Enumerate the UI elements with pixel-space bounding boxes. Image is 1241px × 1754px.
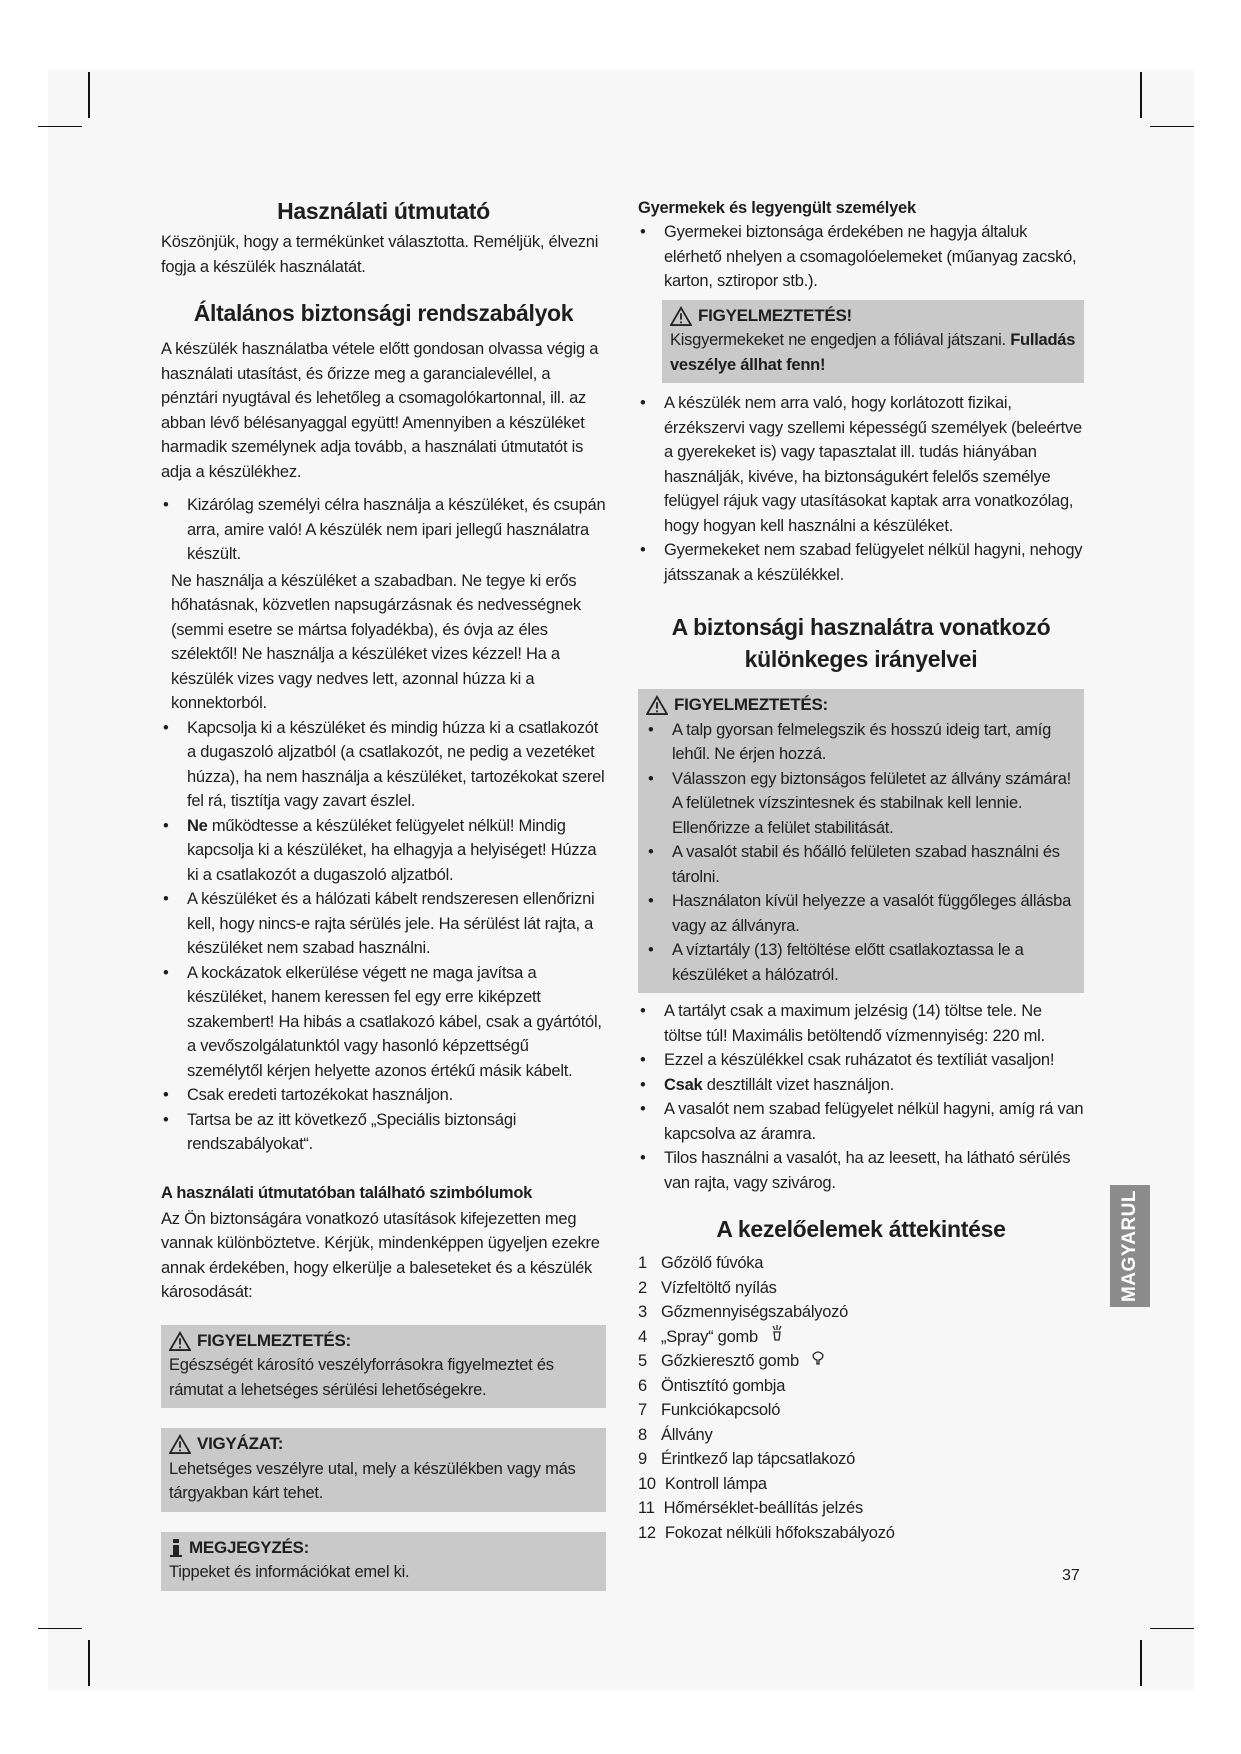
controls-heading: A kezelőelemek áttekintése bbox=[716, 1216, 1006, 1242]
note-title-row bbox=[169, 1536, 598, 1561]
list-item: • Csak eredeti tartozékokat használjon. bbox=[161, 1083, 606, 1108]
list-item: • Tartsa be az itt következő „Speciális biztonsági rendszabályokat“. bbox=[161, 1108, 606, 1157]
list-item bbox=[638, 1300, 1084, 1325]
item-number: 9 bbox=[638, 1450, 647, 1468]
warning-box bbox=[161, 1325, 606, 1409]
item-label: Érintkező lap tápcsatlakozó bbox=[661, 1450, 856, 1468]
list-item: • Kizárólag személyi célra használja a készüléket, és csupán arra, amire való! A készülék nem ipari jellegű használatra készült. bbox=[161, 493, 606, 567]
crop-mark bbox=[38, 1628, 82, 1629]
list-item bbox=[638, 1325, 1084, 1350]
warning-triangle-icon bbox=[169, 1331, 191, 1351]
spray-icon bbox=[769, 1325, 785, 1341]
crop-mark bbox=[1150, 1628, 1194, 1629]
warning-text: Egészségét károsító veszélyforrásokra figyelmeztet és rámutat a lehetséges sérülési lehetőségekre. bbox=[169, 1356, 554, 1399]
caution-title-row bbox=[169, 1432, 598, 1457]
child-warning-title: FIGYELMEZTETÉS! bbox=[698, 305, 852, 325]
list-item: • Kapcsolja ki a készüléket és mindig húzza ki a csatlakozót a dugaszoló aljzatból (a csatlakozót, ne pedig a vezetéket húzza), ha nem használja a készüléket, tartozékokat szerel fel rá, tisztítja vagy zavart észlel. bbox=[161, 716, 606, 814]
item-number: 4 bbox=[638, 1327, 647, 1346]
caution-text: Lehetséges veszélyre utal, mely a készülékben vagy más tárgyakban kárt tehet. bbox=[169, 1459, 576, 1502]
list-item bbox=[638, 1251, 1084, 1276]
note-text: Tippeket és információkat emel ki. bbox=[169, 1563, 410, 1581]
list-item bbox=[638, 1447, 1084, 1472]
item-label: Állvány bbox=[661, 1425, 713, 1444]
item-number: 7 bbox=[638, 1401, 647, 1419]
list-item bbox=[638, 1073, 1084, 1098]
item-label: Fokozat nélküli hőfokszabályozó bbox=[664, 1523, 895, 1542]
item-number: 8 bbox=[638, 1425, 647, 1444]
warning-title-row bbox=[169, 1329, 598, 1354]
item-label: Kontroll lámpa bbox=[664, 1474, 767, 1493]
item-number: 1 bbox=[638, 1254, 647, 1272]
info-icon bbox=[169, 1538, 183, 1558]
note-box bbox=[161, 1532, 606, 1591]
note-title: MEGJEGYZÉS: bbox=[189, 1537, 310, 1557]
list-item bbox=[638, 1374, 1084, 1399]
crop-mark bbox=[88, 1640, 90, 1686]
list-item: • Válasszon egy biztonságos felületet az állvány számára! A felületnek vízszintesnek és stabilnak kell lennie. Ellenőrizze a felület stabilitását. bbox=[646, 767, 1076, 841]
symbols-text: Az Ön biztonságára vonatkozó utasítások kifejezetten meg vannak különböztetve. Kérjük, mindenképpen ügyeljen ezekre annak érdekében, hogy elkerülje a baleseteket és a készülék károsodását: bbox=[161, 1209, 600, 1301]
crop-mark bbox=[1150, 126, 1194, 127]
children-list-cont bbox=[638, 391, 1084, 587]
list-item-text: desztillált vizet használjon. bbox=[702, 1075, 894, 1094]
item-number: 11 bbox=[638, 1499, 655, 1517]
child-warning-box bbox=[662, 300, 1084, 384]
list-item: • A vasalót stabil és hőálló felületen szabad használni és tárolni. bbox=[646, 840, 1076, 889]
item-label: Funkciókapcsoló bbox=[661, 1401, 781, 1419]
list-item: • A talp gyorsan felmelegszik és hosszú ideig tart, amíg lehűl. Ne érjen hozzá. bbox=[646, 718, 1076, 767]
crop-mark bbox=[1140, 1640, 1142, 1686]
crop-mark bbox=[88, 72, 90, 118]
list-item bbox=[161, 814, 606, 888]
warning-triangle-icon bbox=[646, 695, 668, 715]
caution-box bbox=[161, 1428, 606, 1512]
language-tab-label: MAGYARUL bbox=[1119, 1189, 1140, 1303]
list-item: • A kockázatok elkerülése végett ne maga javítsa a készüléket, hanem keressen fel egy erre kiképzett szakembert! Ha hibás a csatlakozó kábel, csak a gyártótól, a vevőszolgálatunktól vagy hasonló képzettségű személytől kérjen helyette azonos értékű másik kábelt. bbox=[161, 961, 606, 1084]
list-item: • A készülék nem arra való, hogy korlátozott fizikai, érzékszervi vagy szellemi képességű személyek (beleértve a gyerekeket is) vagy tapasztalat ill. tudás hiányában használják, kivéve, ha biztonságukért felelős személye felügyel rájuk vagy utasításokat kaptak arra vonatkozólag, hogy hogyan kell használni a készüléket. bbox=[638, 391, 1084, 538]
warning-title: FIGYELMEZTETÉS: bbox=[197, 1330, 351, 1350]
emphasis: Csak bbox=[664, 1075, 703, 1094]
crop-mark bbox=[38, 126, 82, 127]
outdoor-text: Ne használja a készüléket a szabadban. Ne tegye ki erős hőhatásnak, közvetlen napsugárzásnak és nedvességnek (semmi esetre se mártsa folyadékba), és óvja az éles szélektől! Ne használja a készüléket vizes kézzel! Ha a készülék vizes vagy nedves lett, azonnal húzza ki a konnektorból. bbox=[171, 571, 581, 712]
child-warning-text: Kisgyermekeket ne engedjen a fóliával játszani. bbox=[670, 331, 1011, 349]
intro-text: Köszönjük, hogy a termékünket választotta. Reméljük, élvezni fogja a készülék használatát. bbox=[161, 233, 599, 276]
list-item bbox=[638, 1349, 1084, 1374]
caution-triangle-icon bbox=[169, 1434, 191, 1454]
usage-rules-list bbox=[638, 999, 1084, 1195]
list-item-text: működtesse a készüléket felügyelet nélkül! Mindig kapcsolja ki a készüléket, ha elhagyja a helyiséget! Húzza ki a csatlakozót a dugaszoló aljzatból. bbox=[187, 816, 597, 884]
list-item: • Használaton kívül helyezze a vasalót függőleges állásba vagy az állványra. bbox=[646, 889, 1076, 938]
item-label: Öntisztító gombja bbox=[661, 1376, 786, 1395]
special-safety-heading: A biztonsági hasznalátra vonatkozó különkeges irányelvei bbox=[671, 614, 1051, 672]
item-label: Hőmérséklet-beállítás jelzés bbox=[663, 1499, 863, 1517]
list-item: • A víztartály (13) feltöltése előtt csatlakoztassa le a készüléket a hálózatról. bbox=[646, 938, 1076, 987]
safety-list bbox=[161, 493, 606, 567]
list-item bbox=[638, 1496, 1084, 1521]
children-heading: Gyermekek és legyengült személyek bbox=[638, 199, 916, 217]
item-number: 5 bbox=[638, 1352, 647, 1370]
steam-burst-icon bbox=[810, 1349, 826, 1365]
item-number: 10 bbox=[638, 1474, 656, 1493]
special-warning-list bbox=[646, 718, 1076, 988]
warning-triangle-icon bbox=[670, 306, 692, 326]
list-item bbox=[638, 1423, 1084, 1448]
page-number: 37 bbox=[1062, 1567, 1080, 1584]
list-item bbox=[638, 1472, 1084, 1497]
page-title: Használati útmutató bbox=[277, 198, 490, 224]
outdoor-paragraph bbox=[161, 569, 606, 716]
item-number: 12 bbox=[638, 1523, 656, 1542]
list-item: • A vasalót nem szabad felügyelet nélkül hagyni, amíg rá van kapcsolva az áramra. bbox=[638, 1097, 1084, 1146]
item-number: 6 bbox=[638, 1376, 647, 1395]
caution-title: VIGYÁZAT: bbox=[197, 1434, 284, 1453]
child-warning-title-row bbox=[670, 304, 1076, 329]
list-item: • Gyermekeket nem szabad felügyelet nélkül hagyni, nehogy játsszanak a készülékkel. bbox=[638, 538, 1084, 587]
right-column bbox=[638, 196, 1084, 1545]
item-label: Vízfeltöltő nyílás bbox=[661, 1278, 777, 1297]
list-item bbox=[638, 1521, 1084, 1546]
special-warning-title: FIGYELMEZTETÉS: bbox=[674, 695, 828, 714]
special-warning-title-row bbox=[646, 693, 1076, 718]
left-column bbox=[161, 196, 606, 1591]
item-number: 3 bbox=[638, 1303, 647, 1321]
list-item: • Gyermekei biztonsága érdekében ne hagyja általuk elérhető nhelyen a csomagolóelemeket (műanyag zacskó, karton, sztiropor stb.). bbox=[638, 220, 1084, 294]
special-warning-box bbox=[638, 689, 1084, 993]
crop-mark bbox=[1140, 72, 1142, 118]
safety-heading: Általános biztonsági rendszabályok bbox=[193, 300, 574, 326]
controls-list bbox=[638, 1251, 1084, 1545]
item-label: Gőzmennyiségszabályozó bbox=[661, 1303, 849, 1321]
list-item: • A tartályt csak a maximum jelzésig (14) töltse tele. Ne töltse túl! Maximális betöltendő vízmennyiség: 220 ml. bbox=[638, 999, 1084, 1048]
symbols-heading: A használati útmutatóban található szimbólumok bbox=[161, 1183, 533, 1202]
list-item bbox=[638, 1276, 1084, 1301]
item-label: „Spray“ gomb bbox=[661, 1327, 758, 1346]
list-item: • Ezzel a készülékkel csak ruházatot és textíliát vasaljon! bbox=[638, 1048, 1084, 1073]
list-item bbox=[638, 1398, 1084, 1423]
item-label: Gőzölő fúvóka bbox=[661, 1254, 764, 1272]
emphasis: Ne bbox=[187, 816, 208, 835]
safety-intro: A készülék használatba vétele előtt gondosan olvassa végig a használati utasítást, és őrizze meg a garancialevéllel, a pénztári nyugtával és lehetőleg a csomagolókartonnal, ill. az abban lévő bélésanyaggal együtt! Amennyiben a készüléket harmadik személynek adja tovább, a használati útmutatót is adja a készülékhez. bbox=[161, 340, 599, 481]
safety-list-cont bbox=[161, 716, 606, 1157]
item-number: 2 bbox=[638, 1278, 647, 1297]
child-warning-paragraph bbox=[670, 328, 1076, 377]
children-list bbox=[638, 220, 1084, 294]
language-tab bbox=[1110, 1185, 1150, 1307]
list-item: • Tilos használni a vasalót, ha az leesett, ha látható sérülés van rajta, vagy szivárog. bbox=[638, 1146, 1084, 1195]
list-item: • A készüléket és a hálózati kábelt rendszeresen ellenőrizni kell, hogy nincs-e rajta sérülés jele. Ha sérülést lát rajta, a készüléket nem szabad használni. bbox=[161, 887, 606, 961]
child-warning-emphasis: Fulladás veszélye állhat fenn! bbox=[670, 331, 1076, 374]
item-label: Gőzkieresztő gomb bbox=[661, 1352, 799, 1370]
